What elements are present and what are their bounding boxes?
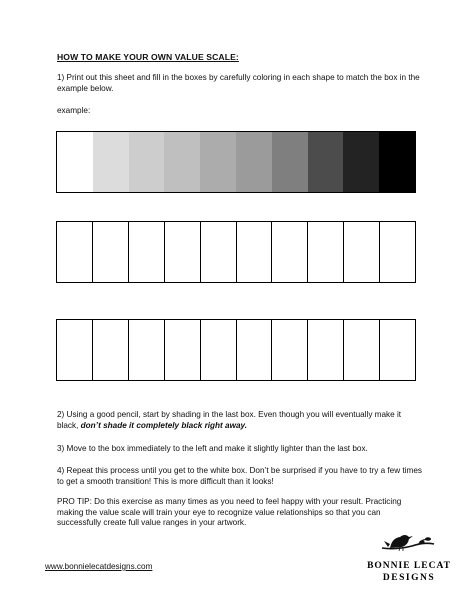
blank-value-cell xyxy=(201,222,237,282)
page-title: HOW TO MAKE YOUR OWN VALUE SCALE: xyxy=(57,52,239,62)
example-value-cell xyxy=(343,132,379,192)
blank-value-cell xyxy=(272,320,308,380)
blank-value-cell xyxy=(344,320,380,380)
logo-line-2: DESIGNS xyxy=(382,573,436,583)
pro-tip-text: PRO TIP: Do this exercise as many times as you need to feel happy with your result. Practicing making the value scale will train your eye to recognize value relationships so that you can successfully create full value ranges in your artwork. xyxy=(57,497,402,528)
example-value-cell xyxy=(236,132,272,192)
example-value-cell xyxy=(379,132,415,192)
blank-value-cell xyxy=(129,320,165,380)
blank-value-cell xyxy=(93,320,129,380)
example-value-scale xyxy=(56,131,416,193)
step-3-text: 3) Move to the box immediately to the left and make it slightly lighter than the last box. xyxy=(57,444,368,453)
example-value-cell xyxy=(272,132,308,192)
blank-value-cell xyxy=(129,222,165,282)
example-value-cell xyxy=(93,132,129,192)
blank-value-cell xyxy=(57,222,93,282)
blank-value-cell xyxy=(165,320,201,380)
example-value-cell xyxy=(164,132,200,192)
blank-value-scale-2 xyxy=(56,319,416,381)
step-2-body: 2) Using a good pencil, start by shading in the last box. Even though you will eventually make it black, xyxy=(57,410,402,430)
blank-value-cell xyxy=(93,222,129,282)
blank-value-cell xyxy=(165,222,201,282)
step-2-text xyxy=(57,410,422,431)
example-value-cell xyxy=(308,132,344,192)
example-label: example: xyxy=(57,106,91,115)
blank-value-cell xyxy=(57,320,93,380)
blank-value-cell xyxy=(272,222,308,282)
example-value-cell xyxy=(57,132,93,192)
blank-value-cell xyxy=(237,222,273,282)
blank-value-scale-1 xyxy=(56,221,416,283)
blank-value-cell xyxy=(237,320,273,380)
step-2-emphasis: don’t shade it completely black right away. xyxy=(80,420,248,430)
brand-logo xyxy=(367,528,451,586)
bird-on-branch-icon xyxy=(382,535,434,551)
blank-value-cell xyxy=(201,320,237,380)
blank-value-cell xyxy=(380,222,415,282)
website-link[interactable]: www.bonnielecatdesigns.com xyxy=(45,562,153,571)
example-value-cell xyxy=(200,132,236,192)
step-4-text: 4) Repeat this process until you get to the white box. Don’t be surprised if you have to try a few times to get a smooth transition! This is more difficult than it looks! xyxy=(57,466,422,486)
blank-value-cell xyxy=(380,320,415,380)
example-value-cell xyxy=(129,132,165,192)
blank-value-cell xyxy=(308,320,344,380)
step-1-text: 1) Print out this sheet and fill in the boxes by carefully coloring in each shape to match the box in the example below. xyxy=(57,73,420,93)
blank-value-cell xyxy=(344,222,380,282)
blank-value-cell xyxy=(308,222,344,282)
logo-line-1: BONNIE LECAT xyxy=(367,561,451,571)
